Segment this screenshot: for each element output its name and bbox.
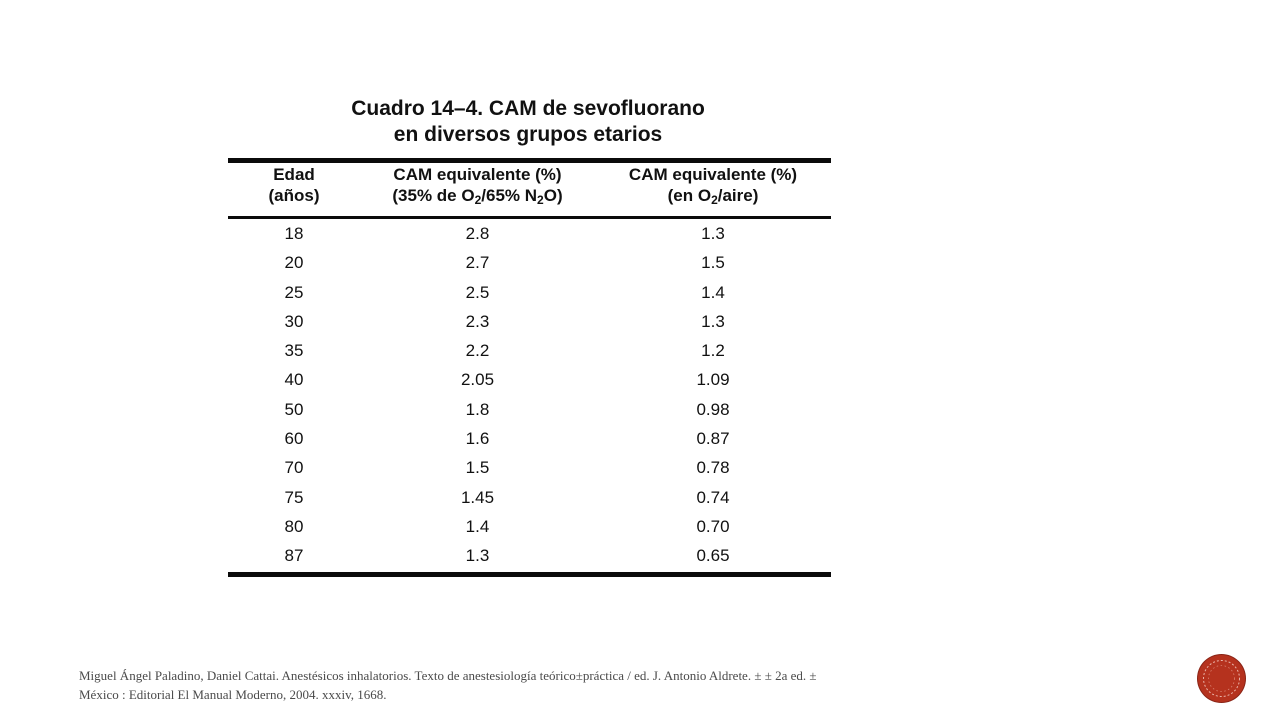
table-row: [228, 365, 831, 394]
decorative-circle-icon: [1198, 655, 1245, 702]
cell-cam-n2o: 2.7: [465, 253, 490, 273]
slide-nav-button[interactable]: [1198, 655, 1245, 702]
citation: [79, 666, 1059, 704]
cell-edad: 40: [284, 370, 304, 390]
citation-line-2: México : Editorial El Manual Moderno, 2004. xxxiv, 1668.: [79, 687, 387, 702]
citation-line-1: Miguel Ángel Paladino, Daniel Cattai. Anestésicos inhalatorios. Texto de anestesiología teórico±práctica / ed. J. Antonio Aldrete. ± ± 2a ed. ±: [79, 668, 817, 683]
cell-edad: 18: [284, 224, 304, 243]
cell-cam-n2o: 2.05: [460, 370, 495, 390]
cell-cam-aire: 0.74: [696, 487, 730, 507]
header-edad-line-1: Edad: [273, 165, 315, 184]
cell-cam-aire: 0.87: [696, 429, 730, 449]
cell-cam-aire: 0.98: [696, 399, 730, 419]
cell-cam-n2o: 2.2: [465, 341, 490, 361]
table-row: [228, 453, 831, 482]
cell-edad: 30: [284, 311, 304, 331]
cell-cam-n2o: 1.8: [465, 399, 490, 419]
table-row: [228, 307, 831, 336]
table-title-line-2: en diversos grupos etarios: [393, 123, 663, 146]
cell-edad: 80: [284, 516, 304, 536]
cell-cam-n2o: 2.5: [465, 282, 490, 302]
cell-cam-n2o: 1.6: [465, 429, 490, 449]
table-row: [228, 483, 831, 512]
cell-cam-aire: 1.4: [701, 282, 725, 302]
header-cam-n2o-line-2: (35% de $O_2/65\%$ $N_2O$): [392, 186, 563, 207]
cell-edad: 25: [284, 282, 304, 302]
table-row: [228, 248, 831, 277]
table-row: [228, 512, 831, 541]
cell-edad: 70: [284, 458, 304, 478]
header-cam-aire-line-2: (en $O_2/aire$): [667, 186, 759, 207]
cell-cam-aire: 1.09: [696, 370, 730, 390]
cell-edad: 87: [284, 546, 304, 566]
table-row: [228, 541, 831, 570]
cell-cam-aire: 1.3: [701, 224, 725, 243]
cell-edad: 50: [284, 399, 304, 419]
header-cam-n2o-line-1: CAM equivalente (%): [393, 165, 562, 184]
cell-edad: 20: [284, 253, 304, 273]
table-row: [228, 395, 831, 424]
table-row: [228, 219, 831, 248]
cell-cam-aire: 1.2: [701, 341, 725, 361]
header-edad: [228, 164, 360, 214]
table-title: [228, 96, 830, 148]
header-cam-n2o: [360, 164, 595, 214]
cell-cam-aire: 0.70: [696, 516, 730, 536]
cell-edad: 75: [284, 487, 304, 507]
cell-cam-n2o: 1.5: [465, 458, 490, 478]
header-cam-aire-line-1: CAM equivalente (%): [628, 165, 798, 184]
table-bottom-rule: [228, 572, 831, 577]
table-row: [228, 424, 831, 453]
table-body: [228, 219, 831, 571]
cell-cam-n2o: 1.45: [460, 487, 495, 507]
header-cam-aire: [595, 164, 831, 214]
cell-cam-n2o: 2.3: [465, 311, 490, 331]
cell-cam-n2o: 1.3: [465, 546, 490, 566]
table-title-line-1: Cuadro 14–4. CAM de sevofluorano: [351, 97, 705, 120]
cell-cam-aire: 1.3: [701, 311, 725, 331]
table-row: [228, 336, 831, 365]
cell-cam-aire: 0.65: [696, 546, 730, 566]
cell-cam-n2o: 1.4: [465, 516, 490, 536]
cell-cam-aire: 1.5: [701, 253, 725, 273]
cell-cam-n2o: 2.8: [465, 224, 490, 243]
table-top-rule: [228, 158, 831, 163]
table-row: [228, 278, 831, 307]
cell-edad: 35: [284, 341, 304, 361]
cell-edad: 60: [284, 429, 304, 449]
header-edad-line-2: (años): [268, 186, 320, 205]
cell-cam-aire: 0.78: [696, 458, 730, 478]
